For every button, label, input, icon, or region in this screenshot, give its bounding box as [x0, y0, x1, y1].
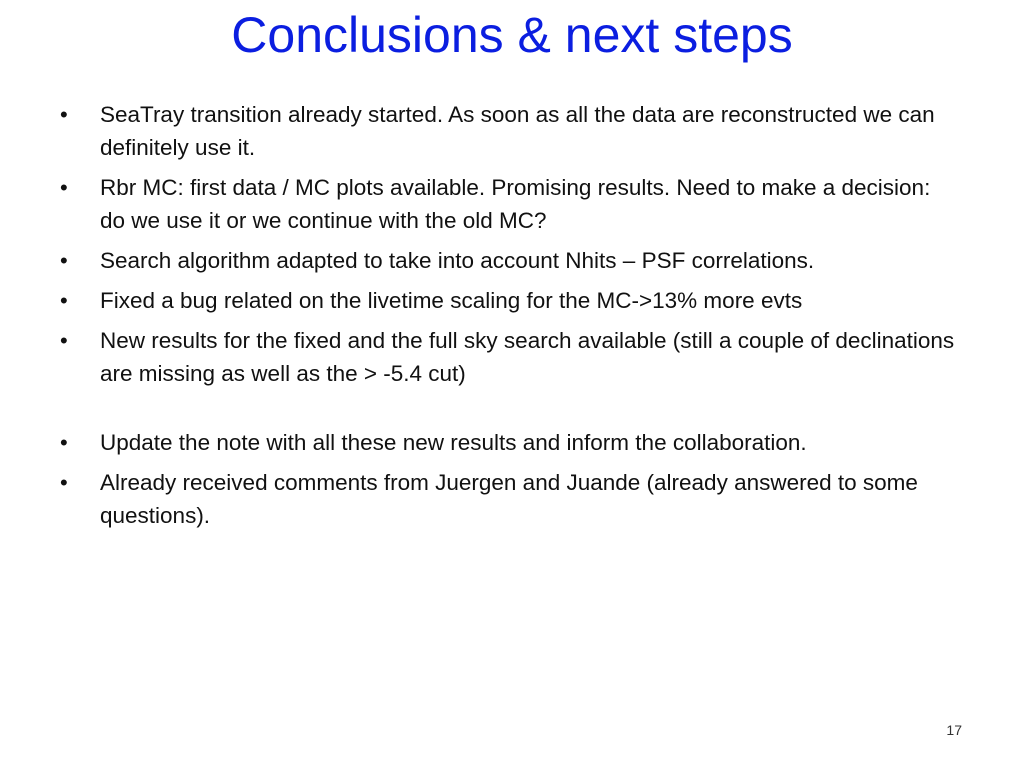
bullet-marker: •: [60, 248, 68, 273]
bullet-item: [60, 171, 960, 237]
bullet-text: Search algorithm adapted to take into account Nhits – PSF correlations.: [100, 248, 815, 273]
bullet-item: [60, 98, 960, 164]
bullet-marker: •: [60, 175, 68, 200]
bullet-marker: •: [60, 430, 68, 455]
bullet-marker: •: [60, 288, 68, 313]
bullet-item: [60, 466, 960, 532]
bullet-marker: •: [60, 328, 68, 353]
bullet-item: [60, 324, 960, 390]
bullet-marker: •: [60, 102, 68, 127]
bullet-text: Rbr MC: first data / MC plots available. Promising results. Need to make a decision: do we use it or we continue with the old MC?: [100, 175, 931, 233]
bullet-text: Already received comments from Juergen and Juande (already answered to some questions).: [100, 470, 918, 528]
bullet-item: [60, 426, 960, 459]
bullet-marker: •: [60, 470, 68, 495]
bullet-text: SeaTray transition already started. As soon as all the data are reconstructed we can definitely use it.: [100, 102, 935, 160]
bullet-item: [60, 244, 960, 277]
slide-title: Conclusions & next steps: [231, 7, 793, 63]
page-number: 17: [946, 722, 962, 738]
bullet-text: Update the note with all these new results and inform the collaboration.: [100, 430, 807, 455]
bullet-item: [60, 284, 960, 317]
bullet-text: New results for the fixed and the full sky search available (still a couple of declinations are missing as well as the > -5.4 cut): [100, 328, 955, 386]
bullet-list: [60, 98, 960, 539]
bullet-text: Fixed a bug related on the livetime scaling for the MC->13% more evts: [100, 288, 803, 313]
